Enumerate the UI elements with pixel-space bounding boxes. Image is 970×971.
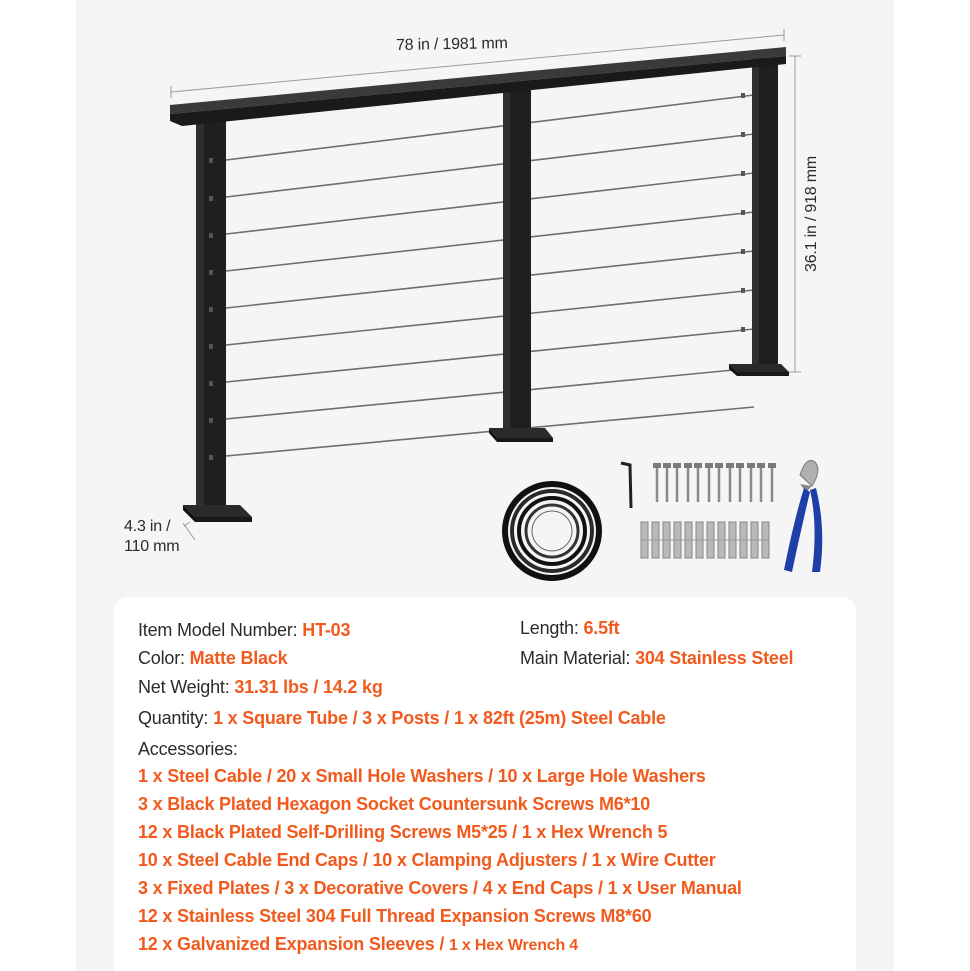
accessory-line-last xyxy=(138,934,578,955)
accessory-last-main: 12 x Galvanized Expansion Sleeves / xyxy=(138,934,449,954)
quantity-value: 1 x Square Tube / 3 x Posts / 1 x 82ft (25m) Steel Cable xyxy=(213,708,666,728)
wire-cutter-icon xyxy=(784,461,822,572)
top-rail xyxy=(170,47,786,126)
spec-weight xyxy=(138,677,383,698)
base-dimension-line1: 4.3 in / xyxy=(124,518,171,535)
accessory-line: 3 x Fixed Plates / 3 x Decorative Covers / 4 x End Caps / 1 x User Manual xyxy=(138,878,742,898)
accessory-last-small: 1 x Hex Wrench 4 xyxy=(448,937,578,954)
right-post xyxy=(729,58,789,376)
steel-cables xyxy=(226,95,754,456)
left-post xyxy=(183,117,252,522)
height-dimension-label: 36.1 in / 918 mm xyxy=(803,156,820,272)
quantity-label: Quantity: xyxy=(138,708,209,728)
model-label: Item Model Number: xyxy=(138,620,298,640)
weight-value: 31.31 lbs / 14.2 kg xyxy=(234,677,383,697)
screws-icon xyxy=(653,463,776,502)
width-dimension-label: 78 in / 1981 mm xyxy=(395,35,508,54)
base-dimension-line2: 110 mm xyxy=(124,538,180,555)
spec-material xyxy=(520,648,793,669)
spec-length xyxy=(520,618,619,639)
color-value: Matte Black xyxy=(189,648,288,668)
material-label: Main Material: xyxy=(520,648,631,668)
accessory-line: 12 x Stainless Steel 304 Full Thread Expansion Screws M8*60 xyxy=(138,906,652,926)
hex-wrench-icon xyxy=(621,463,631,508)
accessories-heading: Accessories: xyxy=(138,739,238,759)
weight-label: Net Weight: xyxy=(138,677,230,697)
material-value: 304 Stainless Steel xyxy=(635,648,794,668)
accessory-line: 12 x Black Plated Self-Drilling Screws M5*25 / 1 x Hex Wrench 5 xyxy=(138,822,668,842)
cable-coil-icon xyxy=(505,484,599,578)
spec-color xyxy=(138,648,287,669)
expansion-sleeves-icon xyxy=(641,522,769,558)
spec-quantity xyxy=(138,708,666,729)
base-dimension-label xyxy=(124,517,179,557)
length-label: Length: xyxy=(520,618,579,638)
accessory-line: 10 x Steel Cable End Caps / 10 x Clamping Adjusters / 1 x Wire Cutter xyxy=(138,850,716,870)
accessory-line: 1 x Steel Cable / 20 x Small Hole Washers / 10 x Large Hole Washers xyxy=(138,766,706,786)
accessory-line: 3 x Black Plated Hexagon Socket Countersunk Screws M6*10 xyxy=(138,794,651,814)
model-value: HT-03 xyxy=(302,620,351,640)
spec-model xyxy=(138,620,350,641)
color-label: Color: xyxy=(138,648,185,668)
length-value: 6.5ft xyxy=(583,618,620,638)
